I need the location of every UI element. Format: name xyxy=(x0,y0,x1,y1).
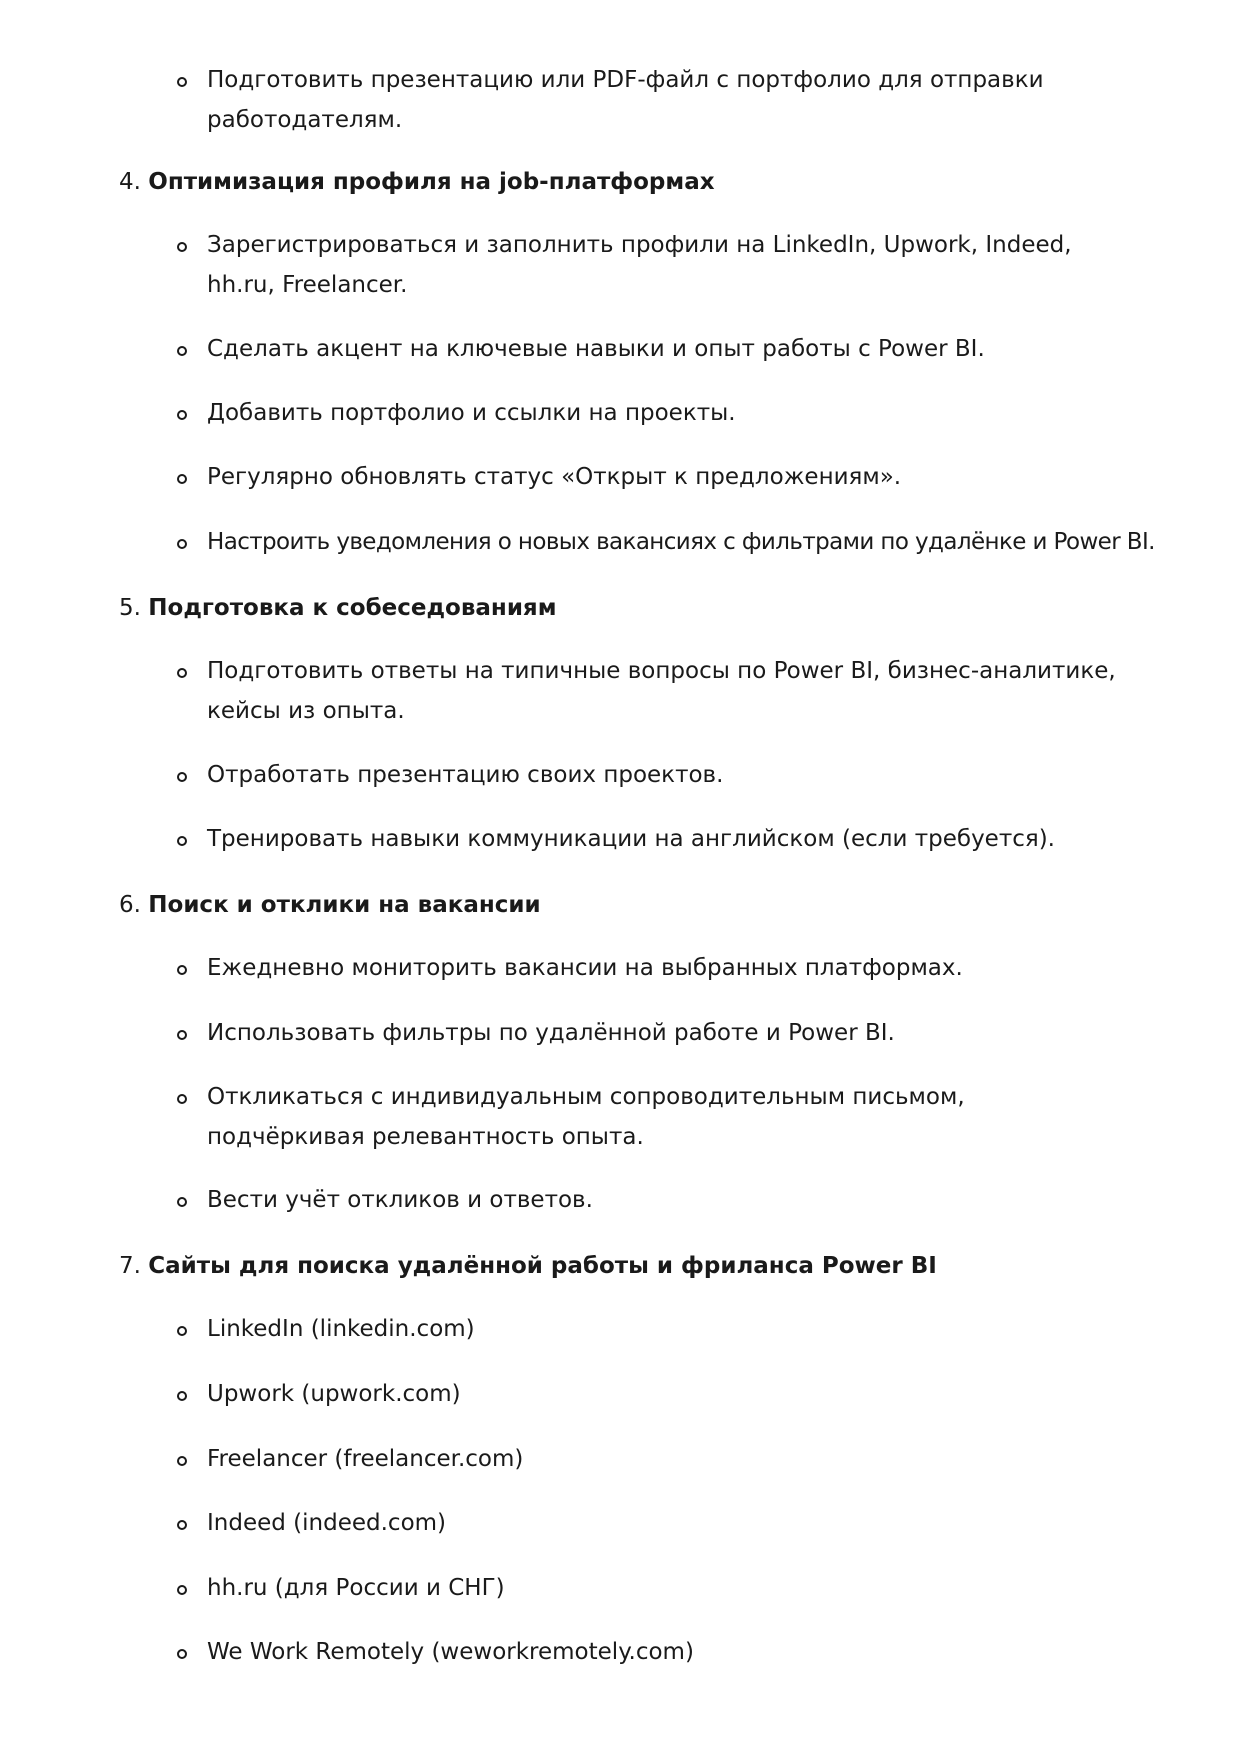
circle-bullet-icon xyxy=(177,1030,187,1040)
section-heading xyxy=(119,588,557,628)
circle-bullet-icon xyxy=(177,1520,187,1530)
list-item-text: Indeed (indeed.com) xyxy=(207,1510,447,1536)
list-item-text: hh.ru (для России и СНГ) xyxy=(207,1575,505,1601)
circle-bullet-icon xyxy=(177,772,187,782)
list-item-text: Настроить уведомления о новых вакансиях с фильтрами по удалёнке и Power BI. xyxy=(207,529,1155,555)
list-item-text: Подготовить ответы на типичные вопросы по Power BI, бизнес-аналитике, кейсы из опыта. xyxy=(207,658,1116,724)
list-item-text: Вести учёт откликов и ответов. xyxy=(207,1187,593,1213)
circle-bullet-icon xyxy=(177,1585,187,1595)
circle-bullet-icon xyxy=(177,410,187,420)
circle-bullet-icon xyxy=(177,1649,187,1659)
section-title: Подготовка к собеседованиям xyxy=(148,595,557,621)
section-number: 5. xyxy=(119,595,141,621)
circle-bullet-icon xyxy=(177,1391,187,1401)
circle-bullet-icon xyxy=(177,1094,187,1104)
circle-bullet-icon xyxy=(177,539,187,549)
circle-bullet-icon xyxy=(177,1326,187,1336)
list-item-text: Регулярно обновлять статус «Открыт к предложениям». xyxy=(207,464,902,490)
section-heading xyxy=(119,162,715,202)
circle-bullet-icon xyxy=(177,242,187,252)
list-item-text: Freelancer (freelancer.com) xyxy=(207,1446,524,1472)
section-title: Сайты для поиска удалённой работы и фриланса Power BI xyxy=(148,1253,937,1279)
circle-bullet-icon xyxy=(177,346,187,356)
list-item-text: Отработать презентацию своих проектов. xyxy=(207,762,724,788)
section-title: Поиск и отклики на вакансии xyxy=(148,892,541,918)
list-item-text: Откликаться с индивидуальным сопроводительным письмом, подчёркивая релевантность опыта. xyxy=(207,1084,965,1150)
section-heading xyxy=(119,885,541,925)
list-item-text: Добавить портфолио и ссылки на проекты. xyxy=(207,400,736,426)
section-number: 7. xyxy=(119,1253,141,1279)
section-number: 6. xyxy=(119,892,141,918)
circle-bullet-icon xyxy=(177,1197,187,1207)
list-item-text: LinkedIn (linkedin.com) xyxy=(207,1316,475,1342)
list-item-text: Тренировать навыки коммуникации на английском (если требуется). xyxy=(207,826,1055,852)
circle-bullet-icon xyxy=(177,474,187,484)
list-item-text: Сделать акцент на ключевые навыки и опыт работы с Power BI. xyxy=(207,336,985,362)
list-item-text: Upwork (upwork.com) xyxy=(207,1381,461,1407)
list-item-text: We Work Remotely (weworkremotely.com) xyxy=(207,1639,694,1665)
section-number: 4. xyxy=(119,169,141,195)
circle-bullet-icon xyxy=(177,965,187,975)
list-item-text: Зарегистрироваться и заполнить профили на LinkedIn, Upwork, Indeed, hh.ru, Freelancer. xyxy=(207,232,1072,298)
section-heading xyxy=(119,1246,937,1286)
list-item-text: Ежедневно мониторить вакансии на выбранных платформах. xyxy=(207,955,963,981)
circle-bullet-icon xyxy=(177,1456,187,1466)
circle-bullet-icon xyxy=(177,668,187,678)
circle-bullet-icon xyxy=(177,836,187,846)
section-title: Оптимизация профиля на job-платформах xyxy=(148,169,715,195)
list-item-text: Использовать фильтры по удалённой работе и Power BI. xyxy=(207,1020,895,1046)
circle-bullet-icon xyxy=(177,77,187,87)
list-item-text: Подготовить презентацию или PDF-файл с портфолио для отправки работодателям. xyxy=(207,67,1044,133)
